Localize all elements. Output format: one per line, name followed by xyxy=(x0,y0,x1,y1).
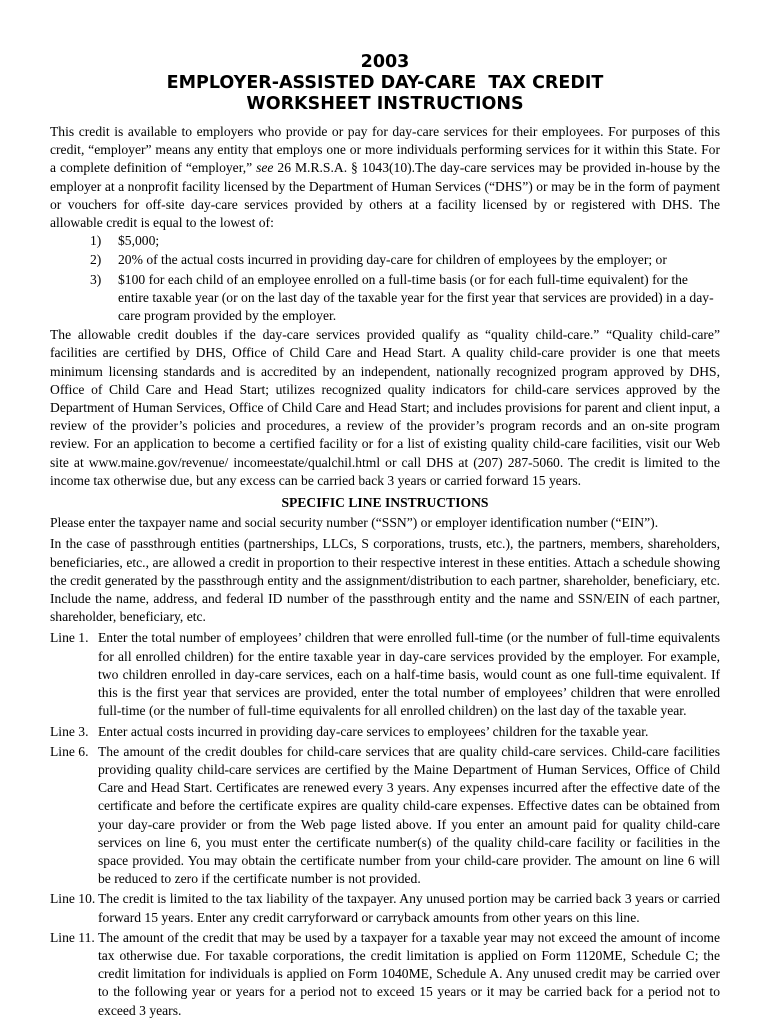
line-11-instruction: Line 11. The amount of the credit that may be used by a taxpayer for a taxable year may not exceed the amount of income tax otherwise due. For taxable corporations, the credit limitation is applied on Form 1120ME, Schedule C; the credit limitation for individuals is applied on Form 1040ME, Schedule A. Any unused credit may be carried over to the following year or years for a period not to exceed 15 years or it may be carried back for a period not to exceed 3 years. xyxy=(50,929,720,1018)
line-6-instruction: Line 6. The amount of the credit doubles for child-care services that are quality child-care services. Child-care facilities providing quality child-care services are certified by the Maine Department of Human Services, Office of Child Care and Head Start. Certificates are renewed every 3 years. Any expenses incurred after the effective date of the certificate and before the certificate expires are quality child-care expenses. Effective dates can be obtained from your day-care provider or from the Web page listed above. If you enter an amount paid for quality child-care services on line 6, you must enter the certificate number(s) of the quality child-care facility or facilities in the space provided. You may obtain the certificate number from your child-care provider. The amount on line 6 will be reduced to zero if the certificate number is not provided. xyxy=(50,743,720,887)
document-header xyxy=(50,52,720,115)
list-item: 1) $5,000; xyxy=(90,233,160,249)
taxpayer-paragraph: Please enter the taxpayer name and social security number (“SSN”) or employer identification number (“EIN”). xyxy=(50,515,659,531)
document-subtitle: WORKSHEET INSTRUCTIONS xyxy=(246,94,524,114)
tax-year: 2003 xyxy=(360,52,410,72)
quality-childcare-paragraph: The allowable credit doubles if the day-care services provided qualify as “quality child-care.” “Quality child-care” facilities are certified by DHS, Office of Child Care and Head Start. A quality child-care provider is one that meets minimum licensing standards and is accredited by an independent, nationally recognized program approved by DHS, Office of Child Care and Head Start; utilizes recognized quality indicators for child-care services approved by the Department of Human Services, Office of Child Care and Head Start; and includes provisions for parent and client input, a review of the provider’s policies and procedures, a review of the provider’s program records and an on-site program review. For an application to become a certified facility or for a list of existing quality child-care facilities, visit our Web site at www.maine.gov/revenue/ incomeestate/qualchil.html or call DHS at (207) 287-5060. The credit is limited to the income tax otherwise due, but any excess can be carried back 3 years or carried forward 15 years. xyxy=(50,327,720,488)
line-3-instruction: Line 3. Enter actual costs incurred in providing day-care services to employees’ children for the taxable year. xyxy=(50,723,649,739)
credit-options-list xyxy=(50,232,720,325)
line-10-instruction: Line 10. The credit is limited to the tax liability of the taxpayer. Any unused portion may be carried back 3 years or carried forward 15 years. Enter any credit carryforward or carryback amounts from other years on this line. xyxy=(50,891,720,925)
passthrough-paragraph: In the case of passthrough entities (partnerships, LLCs, S corporations, trusts, etc.), the partners, members, shareholders, beneficiaries, etc., are allowed a credit in proportion to their respective interest in these entities. Attach a schedule showing the credit generated by the passthrough entity and the assignment/distribution to each partner, shareholder, beneficiary, etc. Include the name, address, and federal ID number of the passthrough entity and the name and SSN/EIN of each partner, shareholder, beneficiary, etc. xyxy=(50,536,720,625)
line-1-instruction: Line 1. Enter the total number of employees’ children that were enrolled full-time (or the number of full-time equivalents for all enrolled children) for the entire taxable year in day-care services provided by the employer. For example, two children enrolled in day-care services, each on a half-time basis, would count as one full-time equivalent. If this is the first year that services are provided, enter the total number of employees’ children that were enrolled full-time (or the number of full-time equivalents for all enrolled children) on the last day of the taxable year. xyxy=(50,630,720,719)
intro-paragraph: This credit is available to employers who provide or pay for day-care services for their employees. For purposes of this credit, “employer” means any entity that employs one or more individuals performing services for it within this State. For a complete definition of “employer,” see 26 M.R.S.A. § 1043(10).The day-care services may be provided in-house by the employer at a nonprofit facility licensed by the Department of Human Services (“DHS”) or may be in the form of payment or vouchers for off-site day-care services provided by others at a facility licensed by or registered with DHS. The allowable credit is equal to the lowest of: xyxy=(50,124,720,231)
see-reference: see xyxy=(256,160,274,176)
list-item: 3) $100 for each child of an employee enrolled on a full-time basis (or for each full-time equivalent) for the entire taxable year (or on the last day of the taxable year for the first year that services are provided) in a day-care program provided by the employer. xyxy=(90,271,714,324)
list-item: 2) 20% of the actual costs incurred in providing day-care for children of employees by the employer; or xyxy=(90,252,667,268)
document-title: EMPLOYER-ASSISTED DAY-CARE TAX CREDIT xyxy=(166,73,604,93)
specific-line-instructions-heading: SPECIFIC LINE INSTRUCTIONS xyxy=(281,495,489,511)
